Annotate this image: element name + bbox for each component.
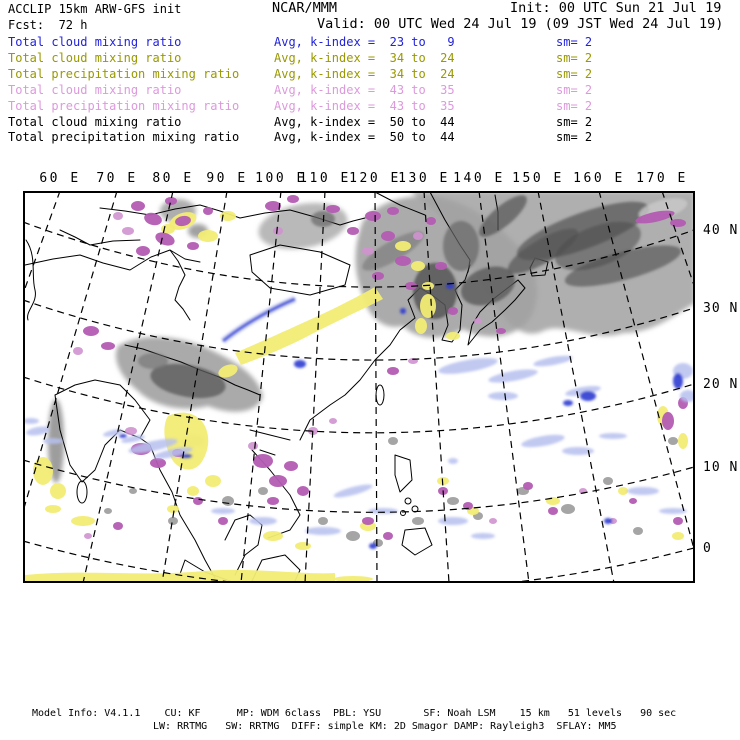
init-time-label: Init: 00 UTC Sun 21 Jul 19 <box>510 0 722 16</box>
valid-time-label: Valid: 00 UTC Wed 24 Jul 19 (09 JST Wed 24 Jul 19) <box>317 16 724 32</box>
lon-label: 110 E <box>299 171 351 186</box>
legend-stat: Avg, k-index = 43 to 35 <box>274 82 455 97</box>
legend-stat: Avg, k-index = 50 to 44 <box>274 130 455 145</box>
lon-label: 170 E <box>636 171 688 186</box>
legend-sm: sm= 2 <box>556 66 593 81</box>
weather-map-graphic <box>23 191 695 583</box>
model-info-line1: Model Info: V4.1.1 CU: KF MP: WDM 6class PBL: YSU SF: Noah LSM 15 km 51 levels 90 sec <box>32 708 677 719</box>
lat-label: 0 <box>703 541 712 556</box>
center-org-label: NCAR/MMM <box>272 0 338 16</box>
legend-field: Total precipitation mixing ratio <box>8 130 240 145</box>
model-title: ACCLIP 15km ARW-GFS init <box>8 2 182 16</box>
lon-label: 90 E <box>206 171 248 186</box>
legend-sm: sm= 2 <box>556 114 593 129</box>
model-info-line2: LW: RRTMG SW: RRTMG DIFF: simple KM: 2D Smagor DAMP: Rayleigh3 SFLAY: MM5 <box>153 721 617 732</box>
legend-stat: Avg, k-index = 34 to 24 <box>274 50 455 65</box>
lat-label: 30 N <box>703 301 739 316</box>
lon-label: 140 E <box>453 171 505 186</box>
legend-stat: Avg, k-index = 23 to 9 <box>274 35 455 49</box>
legend-field: Total precipitation mixing ratio <box>8 66 240 81</box>
legend-field: Total cloud mixing ratio <box>8 82 182 97</box>
forecast-hour-label: Fcst: 72 h <box>8 18 88 32</box>
legend-sm: sm= 2 <box>556 130 593 145</box>
lon-label: 160 E <box>573 171 625 186</box>
lon-label: 130 E <box>398 171 450 186</box>
legend-stat: Avg, k-index = 34 to 24 <box>274 66 455 81</box>
lat-label: 20 N <box>703 377 739 392</box>
legend-sm: sm= 2 <box>556 35 593 49</box>
legend-stat: Avg, k-index = 50 to 44 <box>274 114 455 129</box>
legend-field: Total cloud mixing ratio <box>8 35 182 49</box>
lon-label: 150 E <box>512 171 564 186</box>
lon-label: 80 E <box>152 171 194 186</box>
map-area <box>23 191 695 583</box>
lon-label: 100 E <box>255 171 307 186</box>
legend-field: Total cloud mixing ratio <box>8 50 182 65</box>
legend-sm: sm= 2 <box>556 98 593 113</box>
legend-sm: sm= 2 <box>556 50 593 65</box>
lat-label: 10 N <box>703 460 739 475</box>
lon-label: 70 E <box>96 171 138 186</box>
lon-label: 120 E <box>349 171 401 186</box>
legend-field: Total cloud mixing ratio <box>8 114 182 129</box>
lat-label: 40 N <box>703 223 739 238</box>
legend-field: Total precipitation mixing ratio <box>8 98 240 113</box>
lon-label: 60 E <box>39 171 81 186</box>
legend-sm: sm= 2 <box>556 82 593 97</box>
legend-stat: Avg, k-index = 43 to 35 <box>274 98 455 113</box>
